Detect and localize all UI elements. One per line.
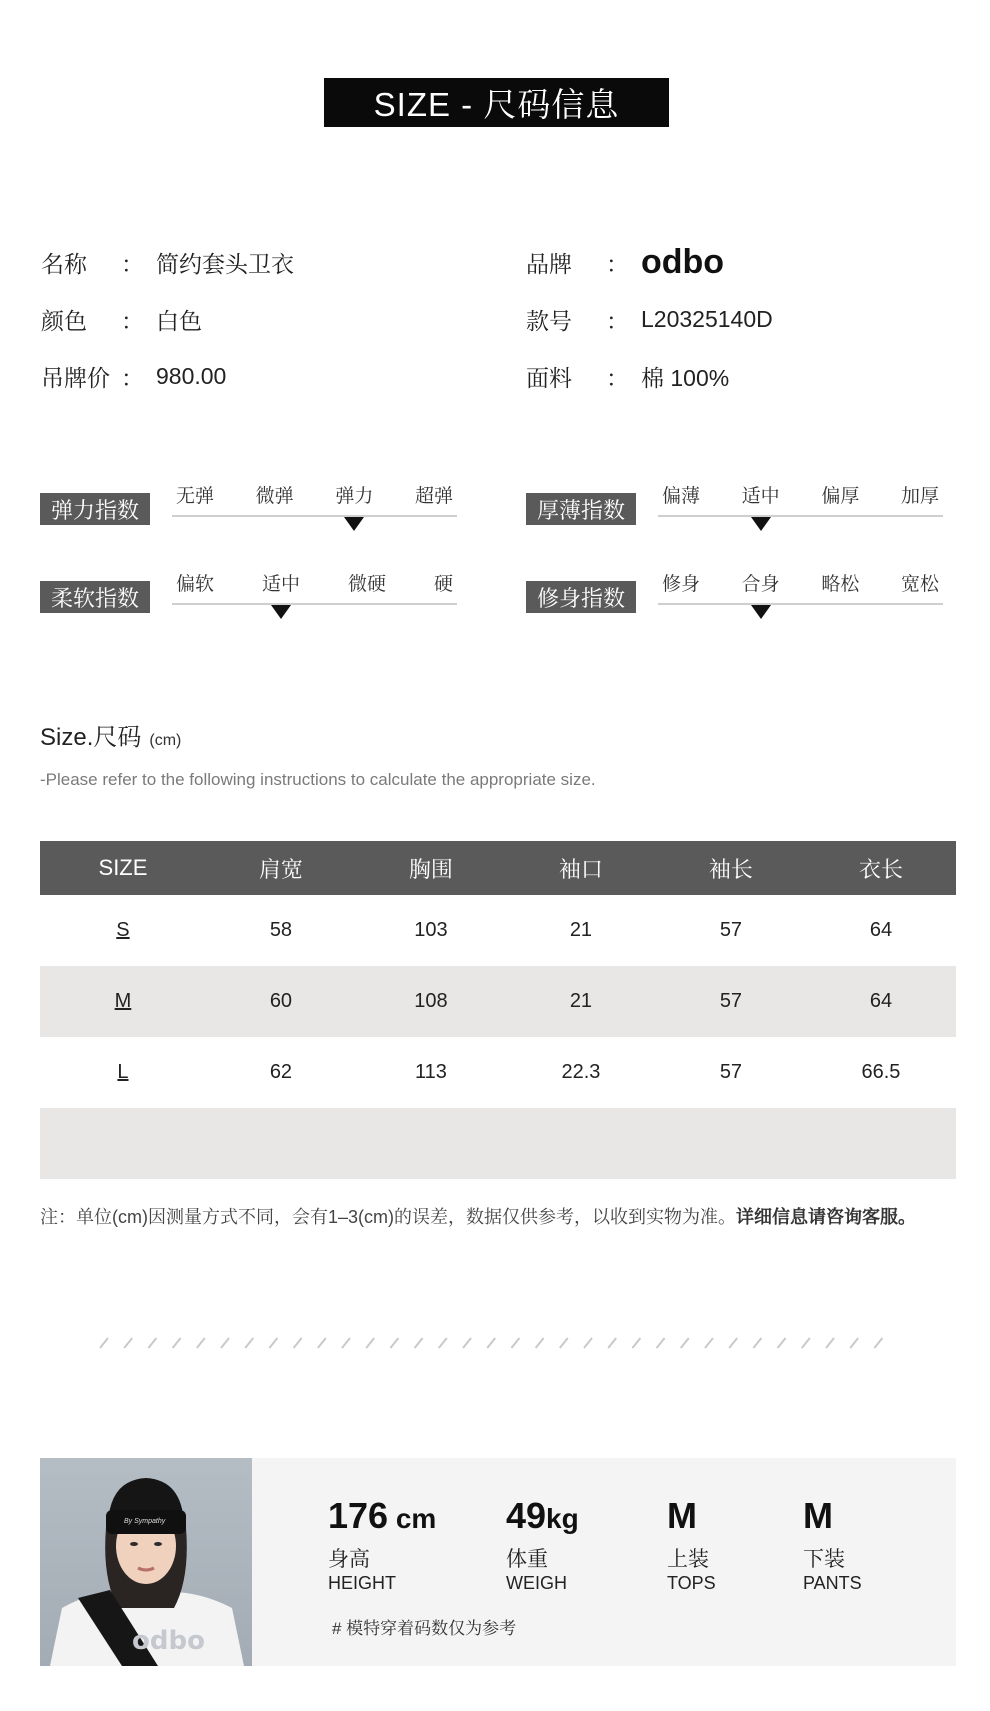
scale-option: 超弹 <box>414 486 453 507</box>
size-table-wrap <box>40 841 956 1179</box>
footnote-bold: 详细信息请咨询客服。 <box>736 1207 916 1227</box>
slash-mark <box>463 1338 471 1348</box>
info-colon: ： <box>121 364 144 391</box>
stat-value: 176 <box>328 1495 389 1536</box>
slash-mark <box>560 1338 568 1348</box>
scale-line <box>172 603 457 605</box>
measurement-footnote <box>40 1203 916 1229</box>
model-note: # 模特穿着码数仅为参考 <box>332 1619 517 1638</box>
info-colon: ： <box>121 250 144 277</box>
table-cell: 113 <box>414 1061 447 1083</box>
slash-divider-graphic <box>98 1336 888 1350</box>
index-tag: 柔软指数 <box>40 581 150 613</box>
table-cell <box>806 1108 956 1179</box>
slash-mark <box>100 1338 108 1348</box>
scale-option: 偏厚 <box>821 486 860 507</box>
info-label: 面料 <box>526 364 572 391</box>
product-info-left <box>41 247 294 391</box>
info-value: L20325140D <box>641 305 773 332</box>
stat-label-en: PANTS <box>803 1573 862 1593</box>
table-row <box>40 895 956 966</box>
scale-line <box>658 515 943 517</box>
info-label: 品牌 <box>526 250 572 277</box>
info-row-brand <box>526 242 773 281</box>
stat-label-cn: 下装 <box>803 1548 845 1571</box>
slash-mark <box>802 1338 810 1348</box>
slash-mark <box>221 1338 229 1348</box>
info-row-style-no <box>526 304 773 334</box>
hat-text: By Sympathy <box>124 1518 166 1525</box>
slash-mark <box>608 1338 616 1348</box>
stat-value: 49 <box>506 1495 547 1536</box>
scale-option: 偏软 <box>176 574 215 595</box>
scale-option: 略松 <box>821 574 860 595</box>
table-cell: 57 <box>719 919 743 941</box>
table-cell: 22.3 <box>561 1061 601 1083</box>
footnote-text: 注：单位(cm)因测量方式不同，会有1–3(cm)的误差，数据仅供参考，以收到实物为准。 <box>40 1207 736 1227</box>
model-card <box>40 1458 956 1666</box>
product-info-right <box>526 242 773 391</box>
scale-line <box>172 515 457 517</box>
index-tag: 厚薄指数 <box>526 493 636 525</box>
column-header: 衣长 <box>806 841 956 895</box>
column-header: 肩宽 <box>206 841 356 895</box>
info-value: 简约套头卫衣 <box>156 250 294 277</box>
slash-mark <box>511 1338 519 1348</box>
info-row-fabric <box>526 361 773 391</box>
size-heading <box>40 717 181 752</box>
slash-mark <box>778 1338 786 1348</box>
size-title: Size.尺码 <box>40 724 142 751</box>
scale-marker-icon <box>751 605 771 619</box>
page-title: SIZE - 尺码信息 <box>324 78 669 127</box>
stat-value: M <box>667 1495 697 1536</box>
info-value: 白色 <box>156 307 202 334</box>
slash-mark <box>536 1338 544 1348</box>
table-cell: 103 <box>414 919 448 941</box>
scale-option: 微硬 <box>347 574 386 595</box>
slash-mark <box>148 1338 156 1348</box>
slash-mark <box>366 1338 374 1348</box>
index-tag: 弹力指数 <box>40 493 150 525</box>
column-header: 袖长 <box>656 841 806 895</box>
table-header-row <box>40 841 956 895</box>
index-scale <box>658 569 943 629</box>
table-cell: 62 <box>269 1061 293 1083</box>
size-cell: L <box>117 1061 129 1083</box>
table-cell <box>506 1108 656 1179</box>
slash-mark <box>850 1338 858 1348</box>
scale-option: 加厚 <box>900 486 939 507</box>
stat-label-cn: 体重 <box>506 1548 548 1571</box>
table-cell: 57 <box>656 966 806 1037</box>
slash-mark <box>173 1338 181 1348</box>
info-label: 款号 <box>526 307 572 334</box>
stat-label-en: TOPS <box>667 1573 716 1593</box>
slash-mark <box>874 1338 882 1348</box>
table-cell <box>656 1108 806 1179</box>
model-photo <box>40 1458 252 1666</box>
slash-mark <box>681 1338 689 1348</box>
scale-option: 弹力 <box>335 486 374 507</box>
slash-mark <box>245 1338 253 1348</box>
info-value: 棉 100% <box>641 364 730 391</box>
scale-option: 适中 <box>741 486 780 507</box>
table-cell: 64 <box>806 966 956 1037</box>
column-header: 胸围 <box>356 841 506 895</box>
scale-option: 微弹 <box>255 486 294 507</box>
index-tag: 修身指数 <box>526 581 636 613</box>
slash-mark <box>632 1338 640 1348</box>
table-cell: 57 <box>719 1061 743 1083</box>
scale-marker-icon <box>271 605 291 619</box>
shirt-logo: odbo <box>132 1626 205 1656</box>
slash-mark <box>487 1338 495 1348</box>
brand-logo: odbo <box>641 242 725 281</box>
size-unit: (cm) <box>149 732 182 749</box>
table-row <box>40 1108 956 1179</box>
scale-option: 硬 <box>433 574 453 595</box>
model-stat-weight <box>506 1496 579 1594</box>
slash-mark <box>753 1338 761 1348</box>
scale-option: 合身 <box>741 574 780 595</box>
column-header: 袖口 <box>506 841 656 895</box>
scale-option: 偏薄 <box>662 486 701 507</box>
stat-label-cn: 身高 <box>328 1548 370 1571</box>
scale-option: 适中 <box>261 574 300 595</box>
table-cell: 108 <box>356 966 506 1037</box>
table-row <box>40 966 956 1037</box>
scale-line <box>658 603 943 605</box>
info-colon: ： <box>606 307 629 334</box>
size-instruction: -Please refer to the following instructions to calculate the appropriate size. <box>40 770 596 789</box>
slash-mark <box>197 1338 205 1348</box>
info-label: 吊牌价 <box>41 364 110 391</box>
slash-mark <box>294 1338 302 1348</box>
slash-mark <box>124 1338 132 1348</box>
slash-mark <box>269 1338 277 1348</box>
stat-value: M <box>803 1495 833 1536</box>
slash-mark <box>390 1338 398 1348</box>
table-cell: 60 <box>206 966 356 1037</box>
slash-mark <box>342 1338 350 1348</box>
table-cell <box>40 1108 206 1179</box>
scale-option: 无弹 <box>176 486 215 507</box>
stat-label-en: HEIGHT <box>328 1573 397 1593</box>
slash-mark <box>584 1338 592 1348</box>
info-row-name <box>41 247 294 277</box>
info-label: 名称 <box>41 250 87 277</box>
model-stat-tops <box>667 1496 716 1594</box>
stat-unit: kg <box>546 1503 579 1534</box>
info-label: 颜色 <box>41 307 87 334</box>
table-cell <box>206 1108 356 1179</box>
index-scale <box>172 481 457 541</box>
slash-mark <box>705 1338 713 1348</box>
stat-label-en: WEIGH <box>506 1573 567 1593</box>
slash-mark <box>415 1338 423 1348</box>
model-stat-height <box>328 1496 436 1594</box>
info-colon: ： <box>121 307 144 334</box>
table-cell: 64 <box>869 919 893 941</box>
size-table <box>40 841 956 1179</box>
table-cell: 66.5 <box>861 1061 901 1083</box>
slash-mark <box>657 1338 665 1348</box>
size-cell: M <box>40 966 206 1037</box>
scale-marker-icon <box>751 517 771 531</box>
model-stat-pants <box>803 1496 862 1594</box>
index-scale <box>658 481 943 541</box>
table-row <box>40 1037 956 1108</box>
column-header: SIZE <box>40 841 206 895</box>
scale-option: 宽松 <box>900 574 939 595</box>
stat-label-cn: 上装 <box>667 1548 709 1571</box>
slash-divider <box>98 1336 888 1350</box>
info-value: 980.00 <box>156 362 227 389</box>
table-cell <box>356 1108 506 1179</box>
slash-mark <box>439 1338 447 1348</box>
table-cell: 21 <box>506 966 656 1037</box>
scale-marker-icon <box>344 517 364 531</box>
size-cell: S <box>116 919 130 941</box>
info-row-price <box>41 361 294 391</box>
info-row-color <box>41 304 294 334</box>
slash-mark <box>729 1338 737 1348</box>
table-cell: 58 <box>269 919 293 941</box>
slash-mark <box>826 1338 834 1348</box>
info-colon: ： <box>606 250 629 277</box>
scale-option: 修身 <box>662 574 701 595</box>
slash-mark <box>318 1338 326 1348</box>
table-cell: 21 <box>569 919 593 941</box>
info-colon: ： <box>606 364 629 391</box>
index-scale <box>172 569 457 629</box>
stat-unit: cm <box>388 1503 437 1534</box>
